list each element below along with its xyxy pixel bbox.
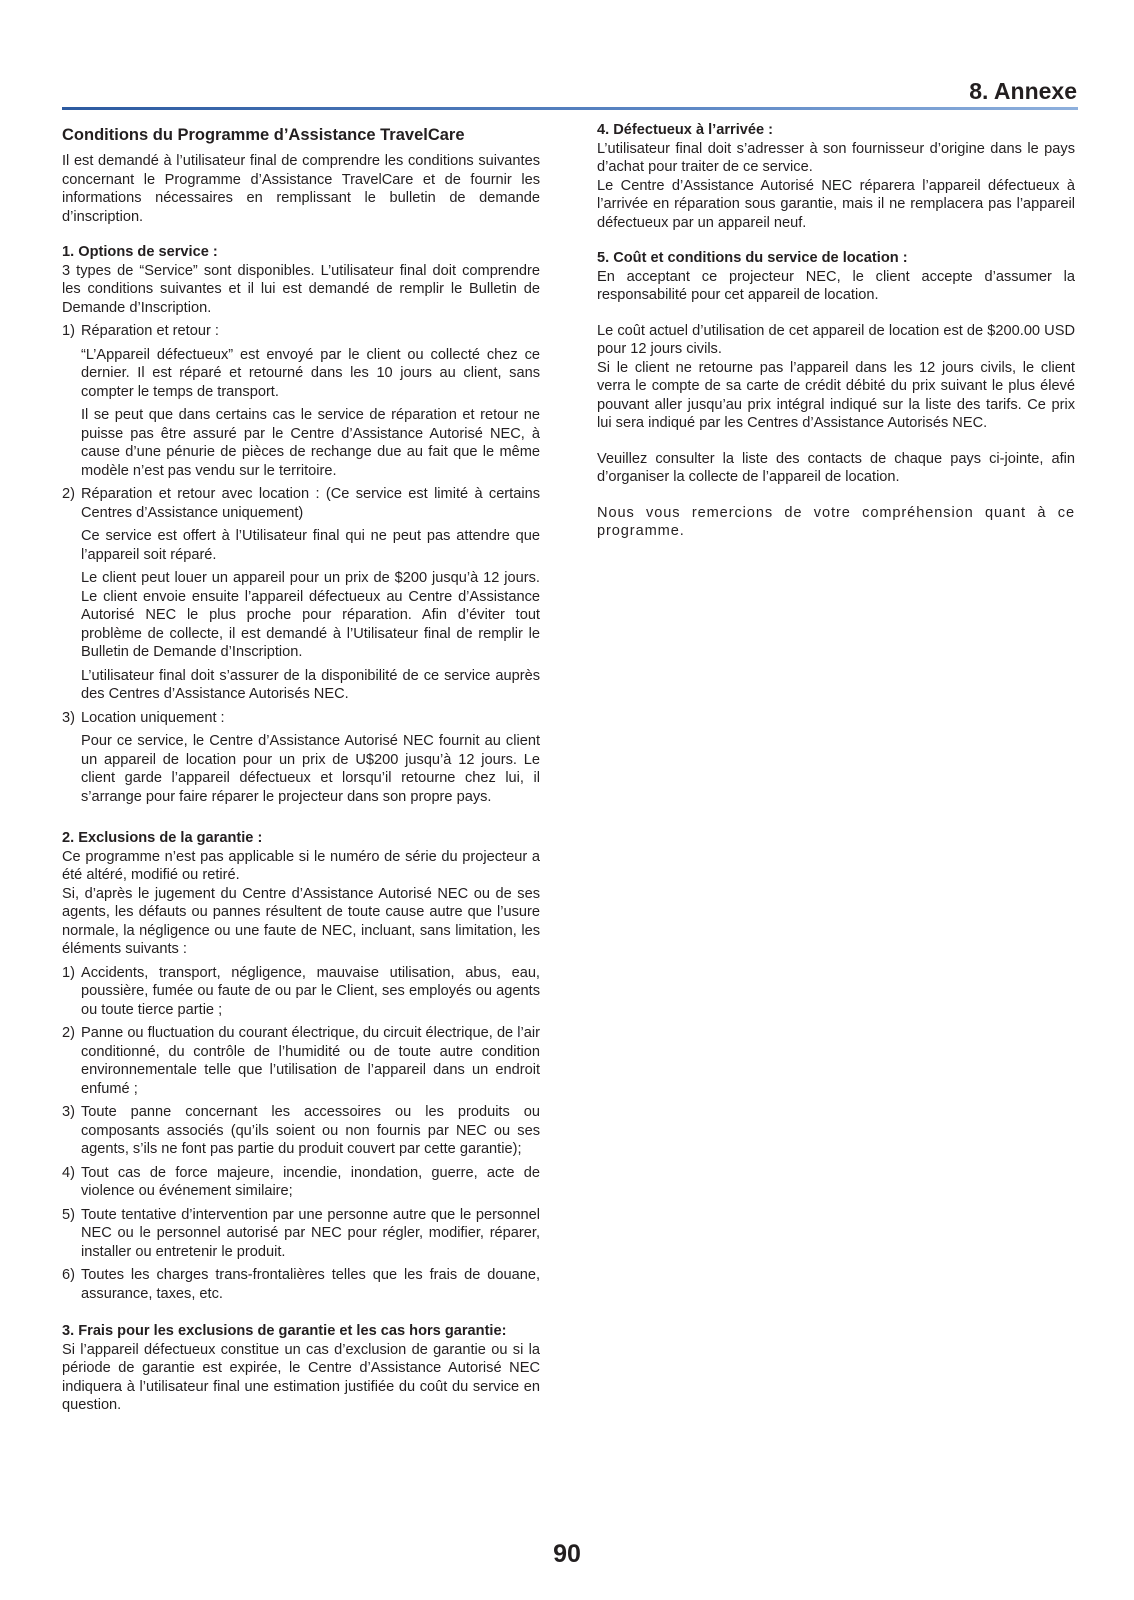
section-title: 8. Annexe: [969, 78, 1077, 104]
list-item: [62, 1024, 540, 1098]
list-item-text: Panne ou fluctuation du courant électrique, du circuit électrique, de l’air conditionné, du contrôle de l’humidité ou de toute autre condition environnementale telle que l’utilisation de l’appareil dans un endroit enfumé ;: [81, 1025, 540, 1097]
list-item: [62, 1266, 540, 1303]
page-number: 90: [553, 1540, 581, 1568]
section-4-heading: 4. Défectueux à l’arrivée :: [597, 122, 774, 138]
list-number: 4): [62, 1164, 75, 1181]
left-column: [62, 121, 540, 1415]
section-3-heading: 3. Frais pour les exclusions de garantie et les cas hors garantie:: [62, 1323, 507, 1339]
section-2-paragraph: Si, d’après le jugement du Centre d’Assistance Autorisé NEC ou de ses agents, les défauts ou pannes résultent de toute cause autre que l’usure normale, la négligence ou une faute de NEC, incluant, sans limitation, les éléments suivants :: [62, 885, 540, 957]
list-item-text: Toute tentative d’intervention par une personne autre que le personnel NEC ou le personnel autorisé par NEC pour régler, modifier, réparer, installer ou entretenir le produit.: [81, 1206, 540, 1260]
service-option-paragraph: Le client peut louer un appareil pour un prix de $200 jusqu’à 12 jours. Le client envoie ensuite l’appareil défectueux au Centre d’Assistance Autorisé NEC le plus proche pour réparation. Afin d’éviter tout problème de collecte, il est demandé à l’Utilisateur final de remplir le Bulletin de Demande d’Inscription.: [81, 570, 540, 660]
section-5-paragraph: Le coût actuel d’utilisation de cet appareil de location est de $200.00 USD pour 12 jours civils.: [597, 322, 1075, 357]
list-item-text: Tout cas de force majeure, incendie, inondation, guerre, acte de violence ou événement similaire;: [81, 1164, 540, 1199]
section-1-text: 3 types de “Service” sont disponibles. L’utilisateur final doit comprendre les conditions suivantes et il lui est demandé de remplir le Bulletin de Demande d’Inscription.: [62, 262, 540, 316]
header-rule: [62, 107, 1078, 110]
service-option-paragraph: L’utilisateur final doit s’assurer de la disponibilité de ce service auprès des Centres d’Assistance Autorisés NEC.: [81, 667, 540, 702]
list-item: [62, 1164, 540, 1201]
section-5-paragraph: En acceptant ce projecteur NEC, le client accepte d’assumer la responsabilité pour cet appareil de location.: [597, 268, 1075, 303]
list-number: 2): [62, 486, 75, 502]
service-option-2: [62, 485, 540, 522]
section-4-paragraph: L’utilisateur final doit s’adresser à son fournisseur d’origine dans le pays d’achat pour traiter de ce service.: [597, 140, 1075, 175]
section-2-paragraph: Ce programme n’est pas applicable si le numéro de série du projecteur a été altéré, modifié ou retiré.: [62, 848, 540, 883]
list-number: 5): [62, 1206, 75, 1223]
list-number: 2): [62, 1025, 75, 1041]
list-number: 1): [62, 964, 75, 981]
section-4-paragraph: Le Centre d’Assistance Autorisé NEC réparera l’appareil défectueux à l’arrivée en réparation sous garantie, mais il ne remplacera pas l’appareil défectueux par un appareil neuf.: [597, 177, 1075, 231]
list-item: [62, 1103, 540, 1159]
page-title: Conditions du Programme d’Assistance TravelCare: [62, 126, 465, 144]
intro-paragraph: Il est demandé à l’utilisateur final de comprendre les conditions suivantes concernant le Programme d’Assistance TravelCare et de fournir les informations nécessaires en remplissant le bulletin de demande d’inscription.: [62, 153, 540, 225]
section-1-heading: 1. Options de service :: [62, 244, 218, 260]
list-item: [62, 1206, 540, 1262]
list-number: 1): [62, 323, 75, 339]
closing-paragraph: Nous vous remercions de votre compréhension quant à ce programme.: [597, 504, 1075, 539]
list-number: 3): [62, 1104, 75, 1120]
service-option-paragraph: Il se peut que dans certains cas le service de réparation et retour ne puisse pas être assuré par le Centre d’Assistance Autorisé NEC, à cause d’une pénurie de pièces de rechange due au fait que le même modèle n’est pas vendu sur le territoire.: [81, 407, 540, 479]
list-item-text: Accidents, transport, négligence, mauvaise utilisation, abus, eau, poussière, fumée ou faute de ou par le Client, ses employés ou agents ou toute tierce partie ;: [81, 964, 540, 1018]
section-5-paragraph: Veuillez consulter la liste des contacts de chaque pays ci-jointe, afin d’organiser la collecte de l’appareil de location.: [597, 450, 1075, 485]
list-item-text: Toutes les charges trans-frontalières telles que les frais de douane, assurance, taxes, etc.: [81, 1267, 540, 1302]
section-5-paragraph: Si le client ne retourne pas l’appareil dans les 12 jours civils, le client verra le compte de sa carte de crédit débité du prix suivant le plus élevé pouvant aller jusqu’au prix intégral indiqué sur la liste des tarifs. Ce prix lui sera indiqué par les Centres d’Assistance Autorisés NEC.: [597, 359, 1075, 431]
section-5-heading: 5. Coût et conditions du service de location :: [597, 250, 908, 266]
service-option-label: Réparation et retour :: [81, 323, 219, 339]
service-option-1: [62, 322, 540, 341]
list-item-text: Toute panne concernant les accessoires ou les produits ou composants associés (qu’ils soient ou non fournis par NEC ou ses agents, s’ils ne font pas partie du produit couvert par cette garantie);: [81, 1104, 540, 1157]
section-2-heading: 2. Exclusions de la garantie :: [62, 830, 263, 846]
section-3-text: Si l’appareil défectueux constitue un cas d’exclusion de garantie ou si la période de garantie est expirée, le Centre d’Assistance Autorisé NEC indiquera à l’utilisateur final une estimation justifiée du coût du service en question.: [62, 1341, 540, 1413]
service-option-paragraph: Ce service est offert à l’Utilisateur final qui ne peut pas attendre que l’appareil soit réparé.: [81, 528, 540, 563]
list-number: 6): [62, 1267, 75, 1283]
service-option-paragraph: “L’Appareil défectueux” est envoyé par le client ou collecté chez ce dernier. Il est réparé et retourné dans les 10 jours au client, sans compter le temps de transport.: [81, 346, 540, 400]
service-option-paragraph: Pour ce service, le Centre d’Assistance Autorisé NEC fournit au client un appareil de location pour un prix de U$200 jusqu’à 12 jours. Le client garde l’appareil défectueux et lorsqu’il retourne chez lui, il s’arrange pour faire réparer le projecteur dans son propre pays.: [81, 733, 540, 805]
list-number: 3): [62, 709, 75, 726]
service-option-label: Réparation et retour avec location : (Ce service est limité à certains Centres d’Assistance uniquement): [81, 486, 540, 521]
right-column: [597, 121, 1075, 541]
list-item: [62, 964, 540, 1020]
service-option-label: Location uniquement :: [81, 709, 225, 726]
service-option-3: [62, 709, 540, 728]
